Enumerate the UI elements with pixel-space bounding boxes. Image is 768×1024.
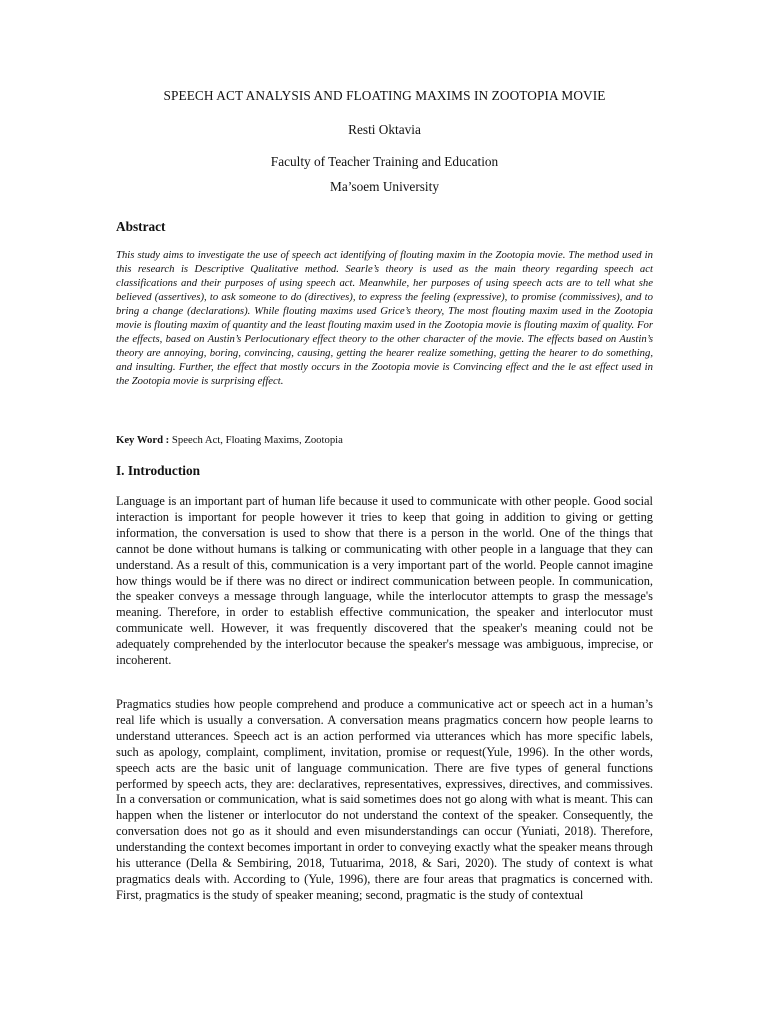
abstract-text: This study aims to investigate the use of speech act identifying of flouting maxim in the Zootopia movie. The method used in this research is Descriptive Qualitative method. Searle’s theory is used as the main theory regarding speech act classifications and their purposes of using speech act. Meanwhile, her purposes of using speech acts are to tell what she believed (assertives), to ask someone to do (directives), to express the feeling (expressive), to promise (commissives), and to bring a change (declarations). While flouting maxims used Grice’s theory, The most flouting maxim used in the Zootopia movie is flouting maxim of quantity and the least flouting maxim used in the Zootopia movie is flouting maxim of quality. For the effects, based on Austin’s Perlocutionary effect theory to the other character of the movie. The effects based on Austin’s theory are annoying, boring, convincing, causing, getting the hearer realize something, getting the hearer to do something, and insulting. Further, the effect that mostly occurs in the Zootopia movie is Convincing effect and the le ast effect used in the Zootopia movie is surprising effect. <box>116 249 653 387</box>
paper-title: SPEECH ACT ANALYSIS AND FLOATING MAXIMS IN ZOOTOPIA MOVIE <box>163 88 606 103</box>
keywords-label: Key Word : <box>116 434 170 446</box>
intro-paragraph-1: Language is an important part of human life because it used to communicate with other people. Good social interaction is important for people however it tries to keep that going in addition to giving or getting information, the conversation is used to show that there is a person in the world. One of the things that cannot be done without humans is talking or communicating with other people in a language that they can understand. As a result of this, communication is a very important part of the world. People cannot imagine how things would be if there was no direct or indirect communication between people. In communication, the speaker conveys a message through language, while the interlocutor attempts to grasp the message's meaning. Therefore, in order to establish effective communication, the speaker and interlocutor must communicate well. However, it was frequently discovered that the speaker's meaning could not be adequately comprehended by the interlocutor because the speaker's message was ambiguous, imprecise, or incoherent. <box>116 494 653 668</box>
intro-paragraph-2: Pragmatics studies how people comprehend and produce a communicative act or speech act in a human’s real life which is usually a conversation. A conversation means pragmatics concern how people learns to understand utterances. Speech act is an action performed via utterances which has more specific labels, such as apology, complaint, compliment, invitation, promise or request(Yule, 1996). In the other words, speech acts are the basic unit of language communication. There are five types of general functions performed by speech acts, they are: declaratives, representatives, expressives, directives, and commissives. In a conversation or communication, what is said sometimes does not go along with what is meant. This can happen when the listener or interlocutor do not understand the context of the speaker. Consequently, the conversation does not go as it should and even misunderstandings can occur (Yuniati, 2018). Therefore, understanding the context becomes important in order to conveying exactly what the speaker means through his utterance (Della & Sembiring, 2018, Tutuarima, 2018, & Sari, 2020). The study of context is what pragmatics deals with. According to (Yule, 1996), there are four areas that pragmatics is concerned with. First, pragmatics is the study of speaker meaning; second, pragmatic is the study of contextual <box>116 697 653 902</box>
author-university: Ma’soem University <box>330 179 439 194</box>
author-affiliation: Faculty of Teacher Training and Education <box>270 154 499 169</box>
abstract-heading: Abstract <box>116 219 166 234</box>
keywords-value: Speech Act, Floating Maxims, Zootopia <box>169 434 343 446</box>
keywords <box>116 434 653 446</box>
introduction-heading: I. Introduction <box>116 463 200 478</box>
author-name: Resti Oktavia <box>348 122 421 137</box>
